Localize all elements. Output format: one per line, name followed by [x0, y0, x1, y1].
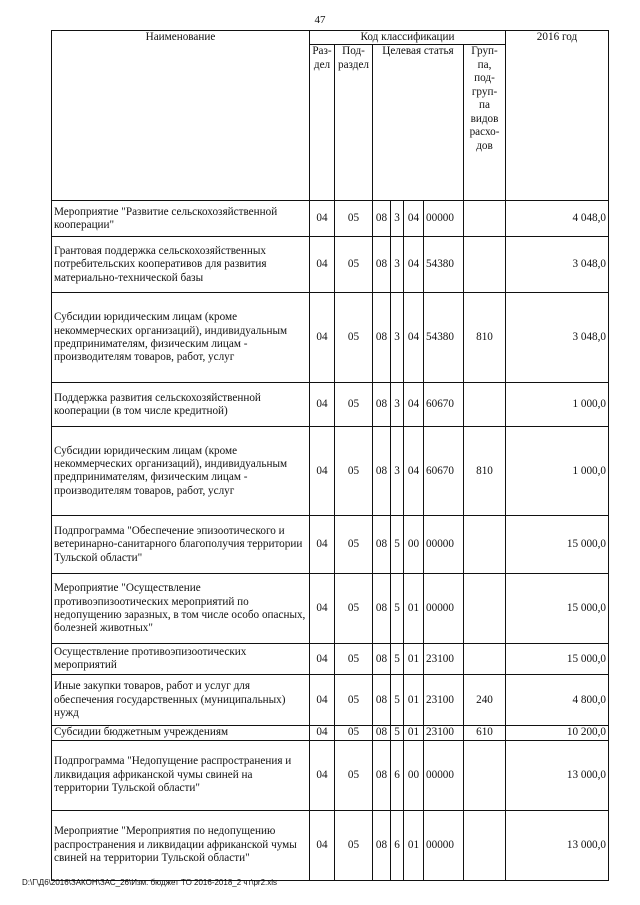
target-main-event-cell: 01 — [404, 810, 424, 880]
target-subprogram-cell: 3 — [391, 237, 404, 293]
row-name: Подпрограмма "Недопущение распространения и ликвидация африканской чумы свиней на территории Тульской области" — [52, 740, 310, 810]
target-main-event-cell: 01 — [404, 644, 424, 675]
section-cell: 04 — [310, 201, 335, 237]
target-direction-cell: 60670 — [424, 383, 464, 427]
row-name: Мероприятие "Развитие сельскохозяйственной кооперации" — [52, 201, 310, 237]
target-direction-cell: 00000 — [424, 574, 464, 644]
expense-group-cell — [464, 237, 506, 293]
target-main-event-cell: 01 — [404, 574, 424, 644]
subsection-cell: 05 — [335, 675, 373, 726]
target-main-event-cell: 04 — [404, 383, 424, 427]
target-direction-cell: 54380 — [424, 237, 464, 293]
target-main-event-cell: 04 — [404, 427, 424, 516]
target-direction-cell: 00000 — [424, 516, 464, 574]
header-code-classification: Код классификации — [310, 31, 506, 45]
expense-group-cell — [464, 740, 506, 810]
target-program-cell: 08 — [373, 427, 391, 516]
expense-group-cell: 810 — [464, 427, 506, 516]
target-main-event-cell: 00 — [404, 740, 424, 810]
table-row — [52, 293, 609, 383]
section-cell: 04 — [310, 574, 335, 644]
target-main-event-cell: 04 — [404, 237, 424, 293]
target-program-cell: 08 — [373, 516, 391, 574]
target-direction-cell: 23100 — [424, 644, 464, 675]
target-program-cell: 08 — [373, 810, 391, 880]
section-cell: 04 — [310, 644, 335, 675]
table-row — [52, 383, 609, 427]
section-cell: 04 — [310, 740, 335, 810]
table-row — [52, 675, 609, 726]
row-name: Субсидии юридическим лицам (кроме некоммерческих организаций), индивидуальным предпринимателям, физическим лицам - производителям товаров, работ, услуг — [52, 293, 310, 383]
expense-group-cell — [464, 644, 506, 675]
target-program-cell: 08 — [373, 644, 391, 675]
amount-cell: 4 800,0 — [506, 675, 609, 726]
target-program-cell: 08 — [373, 237, 391, 293]
section-cell: 04 — [310, 516, 335, 574]
row-name: Субсидии юридическим лицам (кроме некоммерческих организаций), индивидуальным предпринимателям, физическим лицам - производителям товаров, работ, услуг — [52, 427, 310, 516]
table-row — [52, 726, 609, 740]
amount-cell: 15 000,0 — [506, 644, 609, 675]
section-cell: 04 — [310, 293, 335, 383]
subsection-cell: 05 — [335, 237, 373, 293]
table-row — [52, 237, 609, 293]
row-name: Грантовая поддержка сельскохозяйственных потребительских кооперативов для развития материально-технической базы — [52, 237, 310, 293]
amount-cell: 13 000,0 — [506, 810, 609, 880]
amount-cell: 13 000,0 — [506, 740, 609, 810]
target-program-cell: 08 — [373, 740, 391, 810]
target-subprogram-cell: 3 — [391, 201, 404, 237]
header-name: Наименование — [52, 31, 310, 201]
row-name: Поддержка развития сельскохозяйственной кооперации (в том числе кредитной) — [52, 383, 310, 427]
row-name: Субсидии бюджетным учреждениям — [52, 726, 310, 740]
amount-cell: 15 000,0 — [506, 516, 609, 574]
amount-cell: 15 000,0 — [506, 574, 609, 644]
target-subprogram-cell: 5 — [391, 675, 404, 726]
expense-group-cell — [464, 574, 506, 644]
target-main-event-cell: 04 — [404, 201, 424, 237]
section-cell: 04 — [310, 383, 335, 427]
header-target-article: Целевая статья — [373, 45, 464, 201]
target-direction-cell: 00000 — [424, 740, 464, 810]
subsection-cell: 05 — [335, 383, 373, 427]
target-subprogram-cell: 3 — [391, 383, 404, 427]
target-program-cell: 08 — [373, 726, 391, 740]
section-cell: 04 — [310, 237, 335, 293]
table-row — [52, 427, 609, 516]
target-subprogram-cell: 6 — [391, 740, 404, 810]
target-direction-cell: 00000 — [424, 810, 464, 880]
expense-group-cell: 810 — [464, 293, 506, 383]
table-row — [52, 740, 609, 810]
amount-cell: 10 200,0 — [506, 726, 609, 740]
subsection-cell: 05 — [335, 293, 373, 383]
file-path-footer: D:\Г\Д6\2016\ЗАКОН\ЗАС_26\Изм. бюджет ТО 2016-2018_2 чт\pr2.xls — [22, 878, 278, 887]
target-direction-cell: 23100 — [424, 726, 464, 740]
target-main-event-cell: 01 — [404, 675, 424, 726]
target-program-cell: 08 — [373, 201, 391, 237]
subsection-cell: 05 — [335, 644, 373, 675]
table-row — [52, 810, 609, 880]
subsection-cell: 05 — [335, 574, 373, 644]
table-row — [52, 201, 609, 237]
expense-group-cell: 610 — [464, 726, 506, 740]
target-subprogram-cell: 6 — [391, 810, 404, 880]
row-name: Мероприятие "Мероприятия по недопущению распространения и ликвидации африканской чумы свиней на территории Тульской области" — [52, 810, 310, 880]
row-name: Осуществление противоэпизоотических мероприятий — [52, 644, 310, 675]
amount-cell: 3 048,0 — [506, 293, 609, 383]
header-section: Раз- дел — [310, 45, 335, 201]
target-subprogram-cell: 5 — [391, 726, 404, 740]
subsection-cell: 05 — [335, 201, 373, 237]
expense-group-cell: 240 — [464, 675, 506, 726]
subsection-cell: 05 — [335, 740, 373, 810]
target-direction-cell: 60670 — [424, 427, 464, 516]
target-program-cell: 08 — [373, 293, 391, 383]
target-direction-cell: 54380 — [424, 293, 464, 383]
expense-group-cell — [464, 810, 506, 880]
target-program-cell: 08 — [373, 675, 391, 726]
row-name: Подпрограмма "Обеспечение эпизоотического и ветеринарно-санитарного благополучия территории Тульской области" — [52, 516, 310, 574]
expense-group-cell — [464, 201, 506, 237]
subsection-cell: 05 — [335, 516, 373, 574]
table-body — [52, 201, 609, 880]
expense-group-cell — [464, 516, 506, 574]
table-row — [52, 516, 609, 574]
table-header — [52, 31, 609, 201]
target-direction-cell: 23100 — [424, 675, 464, 726]
header-subsection: Под- раздел — [335, 45, 373, 201]
amount-cell: 1 000,0 — [506, 383, 609, 427]
subsection-cell: 05 — [335, 810, 373, 880]
expense-group-cell — [464, 383, 506, 427]
section-cell: 04 — [310, 427, 335, 516]
table-row — [52, 574, 609, 644]
subsection-cell: 05 — [335, 726, 373, 740]
target-subprogram-cell: 5 — [391, 574, 404, 644]
table-row — [52, 644, 609, 675]
target-main-event-cell: 01 — [404, 726, 424, 740]
target-program-cell: 08 — [373, 574, 391, 644]
section-cell: 04 — [310, 726, 335, 740]
subsection-cell: 05 — [335, 427, 373, 516]
target-subprogram-cell: 5 — [391, 644, 404, 675]
row-name: Мероприятие "Осуществление противоэпизоотических мероприятий по недопущению заразных, в том числе особо опасных, болезней животных" — [52, 574, 310, 644]
amount-cell: 1 000,0 — [506, 427, 609, 516]
target-direction-cell: 00000 — [424, 201, 464, 237]
page-number: 47 — [314, 14, 326, 26]
budget-table — [51, 30, 609, 881]
section-cell: 04 — [310, 675, 335, 726]
header-expense-group: Груп- па, под- груп- па видов расхо- дов — [464, 45, 506, 201]
row-name: Иные закупки товаров, работ и услуг для обеспечения государственных (муниципальных) нужд — [52, 675, 310, 726]
target-main-event-cell: 04 — [404, 293, 424, 383]
target-program-cell: 08 — [373, 383, 391, 427]
section-cell: 04 — [310, 810, 335, 880]
target-subprogram-cell: 3 — [391, 293, 404, 383]
target-subprogram-cell: 5 — [391, 516, 404, 574]
target-subprogram-cell: 3 — [391, 427, 404, 516]
header-year: 2016 год — [506, 31, 609, 201]
target-main-event-cell: 00 — [404, 516, 424, 574]
amount-cell: 4 048,0 — [506, 201, 609, 237]
amount-cell: 3 048,0 — [506, 237, 609, 293]
